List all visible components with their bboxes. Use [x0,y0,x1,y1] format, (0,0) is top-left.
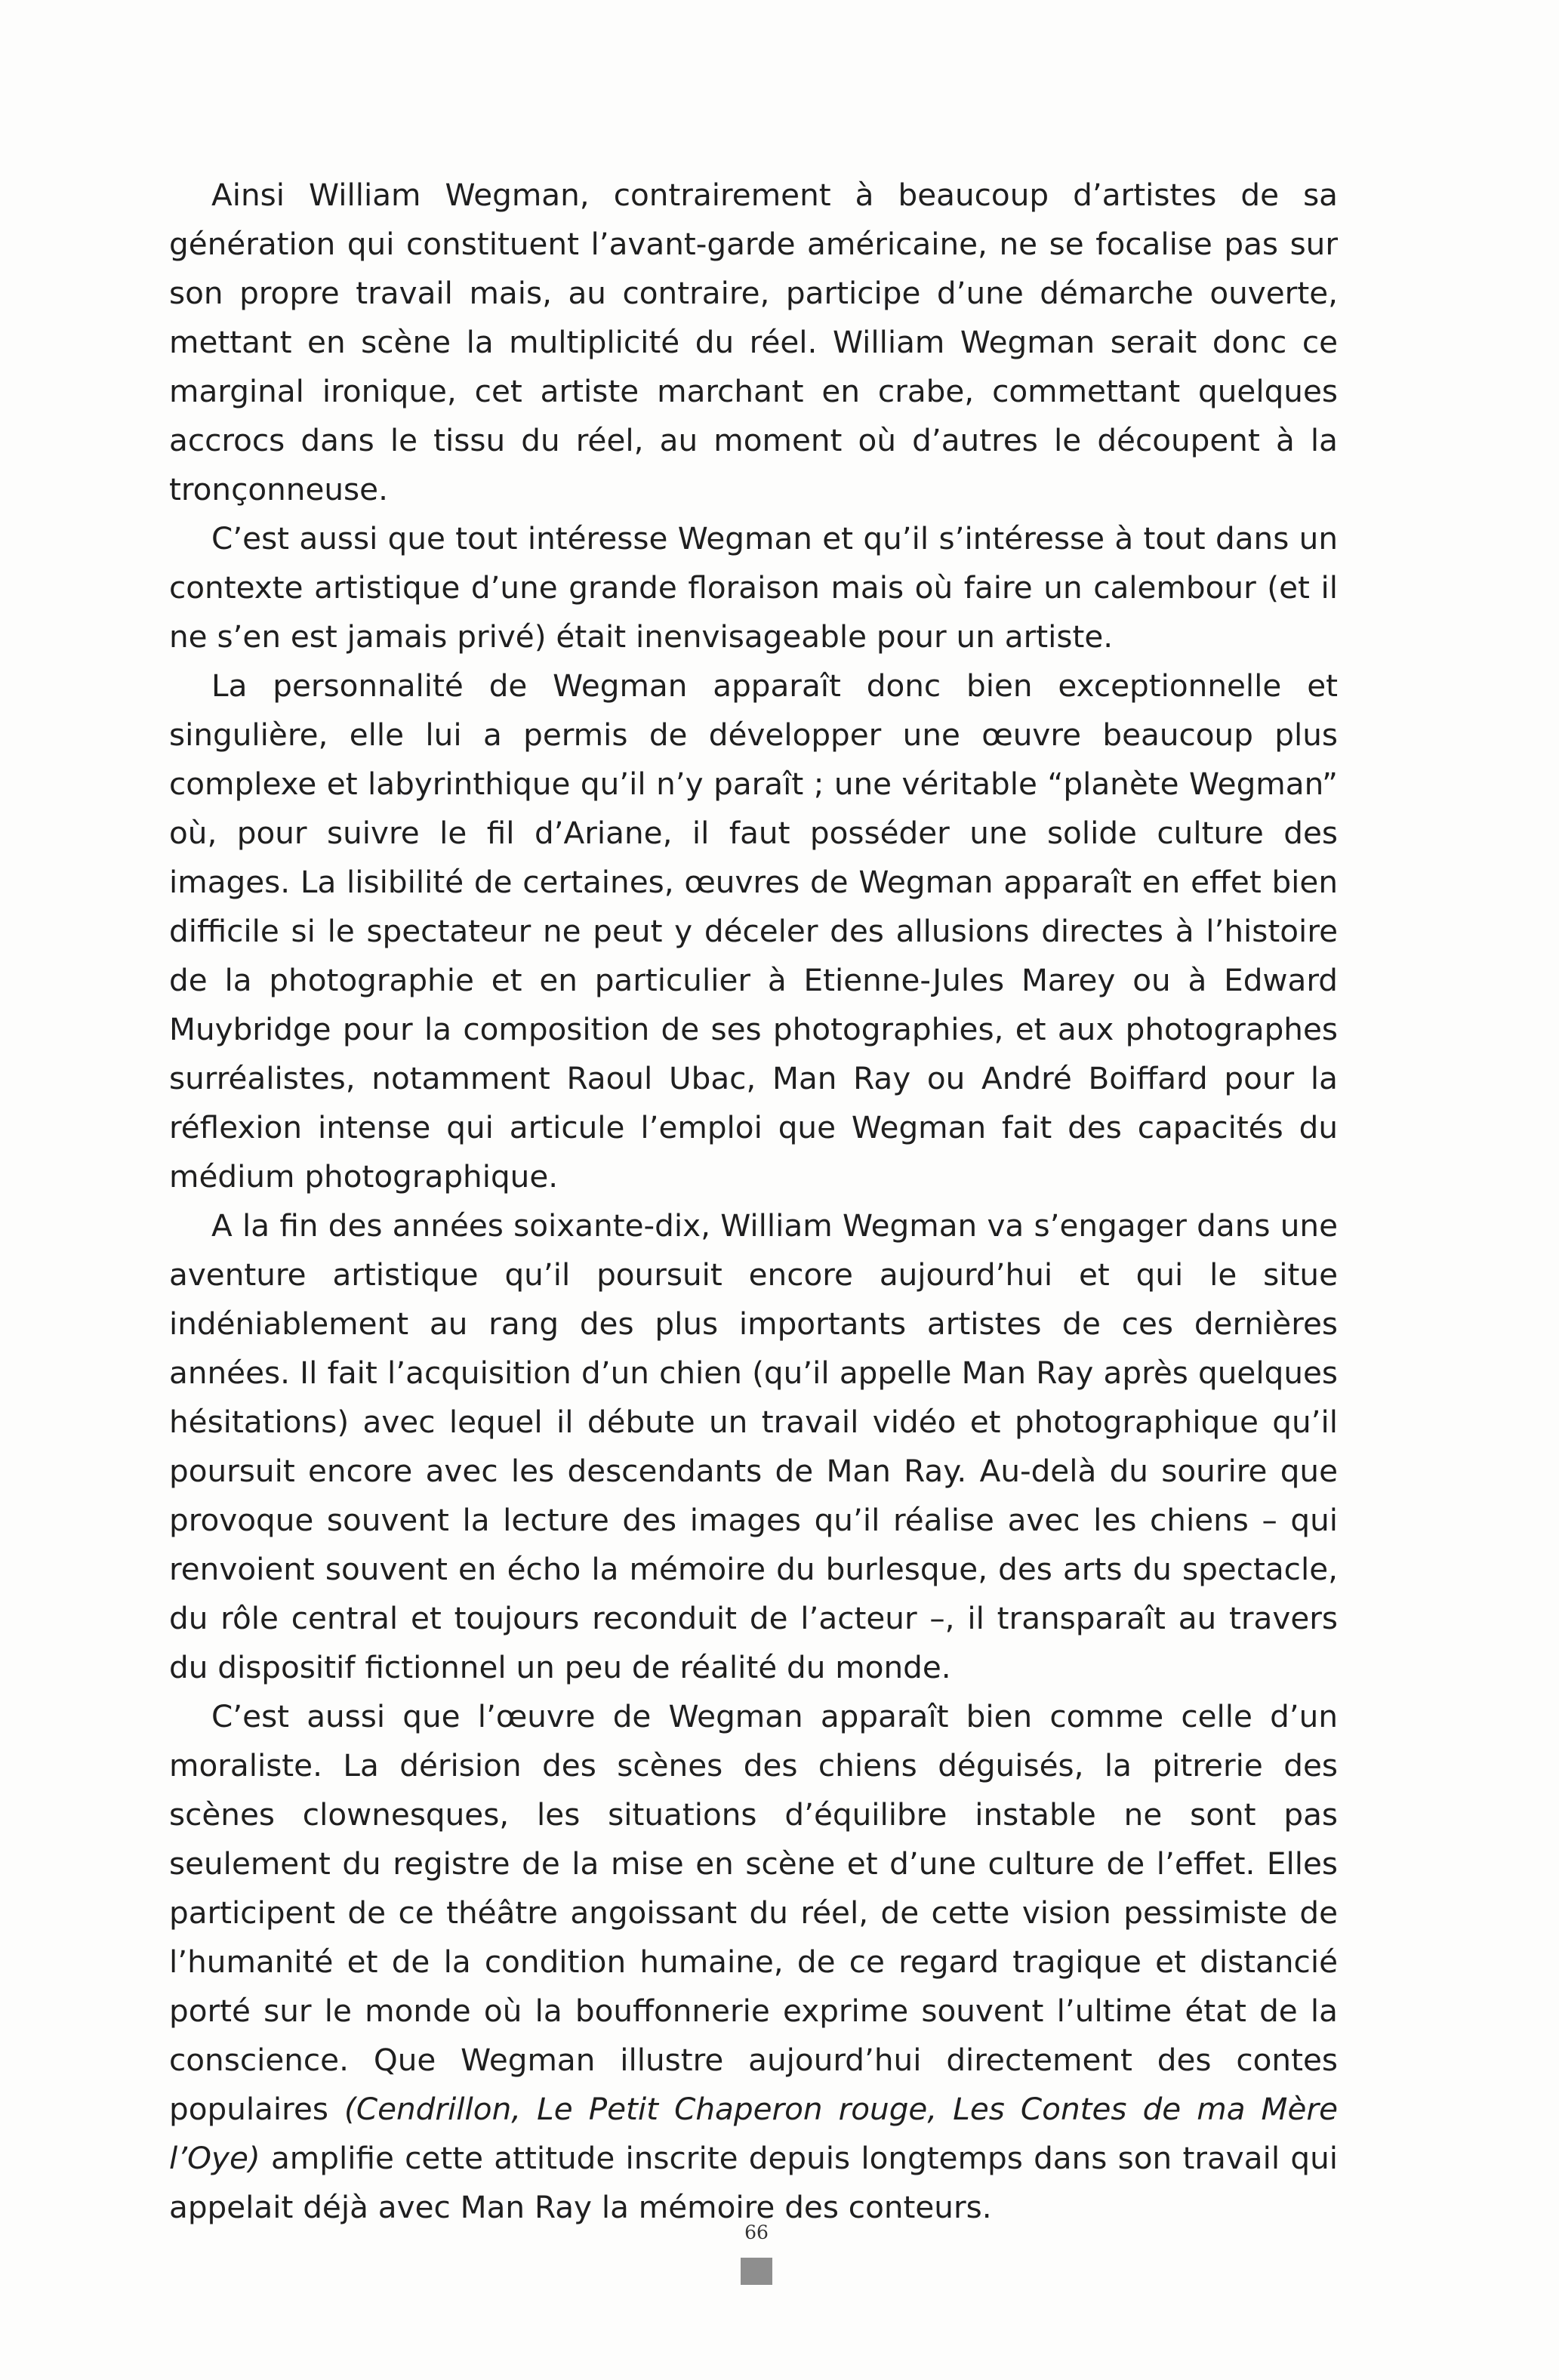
paragraph-5-text-after: amplifie cette attitude inscrite depuis longtemps dans son travail qui appelait déjà avec Man Ray la mémoire des conteurs. [169,2140,1338,2225]
paragraph-5-italic-titles: (Cendrillon, Le Petit Chaperon rouge, Les Contes de ma Mère l’Oye) [169,2091,1338,2176]
paragraph-2: C’est aussi que tout intéresse Wegman et qu’il s’intéresse à tout dans un contexte artistique d’une grande floraison mais où faire un calembour (et il ne s’en est jamais privé) était inenvisageable pour un artiste. [169,520,1338,655]
paragraph-1: Ainsi William Wegman, contrairement à beaucoup d’artistes de sa génération qui constituent l’avant-garde américaine, ne se focalise pas sur son propre travail mais, au contraire, participe d’une démarche ouverte, mettant en scène la multiplicité du réel. William Wegman serait donc ce marginal ironique, cet artiste marchant en crabe, commettant quelques accrocs dans le tissu du réel, au moment où d’autres le découpent à la tronçonneuse. [169,177,1338,507]
page-number: 66 [744,2221,769,2243]
body-text [169,171,1338,2232]
paragraph-5 [169,1692,1338,2232]
page-number-marker [741,2258,772,2285]
paragraph-4: A la fin des années soixante-dix, William Wegman va s’engager dans une aventure artistique qu’il poursuit encore aujourd’hui et qui le situe indéniablement au rang des plus importants artistes de ces dernières années. Il fait l’acquisition d’un chien (qu’il appelle Man Ray après quelques hésitations) avec lequel il débute un travail vidéo et photographique qu’il poursuit encore avec les descendants de Man Ray. Au-delà du sourire que provoque souvent la lecture des images qu’il réalise avec les chiens – qui renvoient souvent en écho la mémoire du burlesque, des arts du spectacle, du rôle central et toujours reconduit de l’acteur –, il transparaît au travers du dispositif fictionnel un peu de réalité du monde. [169,1207,1338,1685]
paragraph-5-text-before: C’est aussi que l’œuvre de Wegman apparaît bien comme celle d’un moraliste. La dérision des scènes des chiens déguisés, la pitrerie des scènes clownesques, les situations d’équilibre instable ne sont pas seulement du registre de la mise en scène et d’une culture de l’effet. Elles participent de ce théâtre angoissant du réel, de cette vision pessimiste de l’humanité et de la condition humaine, de ce regard tragique et distancié porté sur le monde où la bouffonnerie exprime souvent l’ultime état de la conscience. Que Wegman illustre aujourd’hui directement des contes populaires [169,1698,1338,2127]
paragraph-3: La personnalité de Wegman apparaît donc bien exceptionnelle et singulière, elle lui a permis de développer une œuvre beaucoup plus complexe et labyrinthique qu’il n’y paraît ; une véritable “planète Wegman” où, pour suivre le fil d’Ariane, il faut posséder une solide culture des images. La lisibilité de certaines, œuvres de Wegman apparaît en effet bien difficile si le spectateur ne peut y déceler des allusions directes à l’histoire de la photographie et en particulier à Etienne-Jules Marey ou à Edward Muybridge pour la composition de ses photographies, et aux photographes surréalistes, notamment Raoul Ubac, Man Ray ou André Boiffard pour la réflexion intense qui articule l’emploi que Wegman fait des capacités du médium photographique. [169,667,1338,1195]
